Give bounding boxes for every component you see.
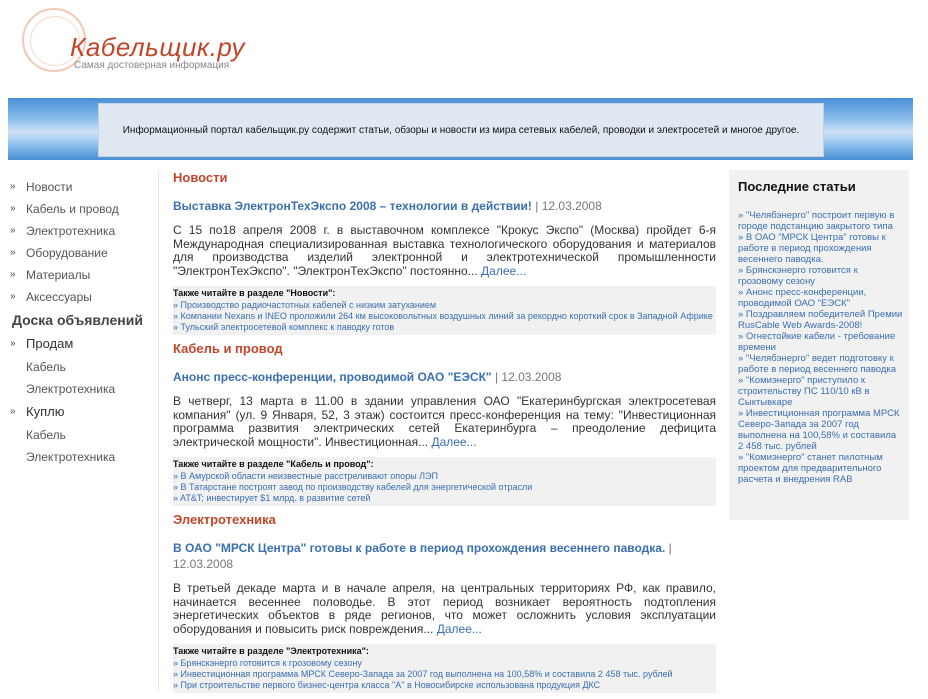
nav-item-accessories[interactable]: » Аксессуары: [10, 286, 158, 308]
more-link[interactable]: Далее...: [436, 621, 482, 636]
nav-item-materials[interactable]: » Материалы: [10, 264, 158, 286]
double-chevron-icon: »: [10, 338, 16, 349]
more-link[interactable]: Далее...: [481, 263, 527, 278]
article-body: В третьей декаде марта и в начале апреля, на центральных территориях РФ, как правило, начинается весеннее половодье. В этот период возникает вероятность подтопления энергетических объектов в ряде регионов, что может осложнить условия эксплуатации оборудования и повысить риск повреждения... Далее...: [173, 581, 716, 636]
related-link[interactable]: » AT&T; инвестирует $1 млрд. в развитие сетей: [173, 493, 371, 503]
related-box: [173, 644, 716, 693]
left-nav: [10, 176, 158, 468]
more-link[interactable]: Далее...: [431, 434, 477, 449]
section-title-news[interactable]: Новости: [173, 170, 228, 185]
nav-sub-sell-cable[interactable]: Кабель: [26, 360, 66, 374]
nav-sub-sell-electro[interactable]: Электротехника: [26, 382, 116, 396]
article-body: В четверг, 13 марта в 11.00 в здании управления ОАО "Екатеринбургская электросетевая компания" (ул. 9 Января, 52, 3 этаж) состоится пресс-конференция на тему: "Инвестиционная программа развития электрических сетей Екатеринбурга – преодоление дефицита электрической мощности". Инвестиционная... Далее...: [173, 394, 716, 449]
double-chevron-icon: »: [10, 406, 16, 417]
latest-article-link[interactable]: » Инвестиционная программа МРСК Северо-Запада за 2007 год выполнена на 100,58% и составила 2 458 тыс. рублей: [738, 408, 900, 452]
latest-article-link[interactable]: » Брянскэнерго готовится к грозовому сезону: [738, 265, 858, 287]
site-header: [0, 0, 928, 98]
article-date: | 12.03.2008: [531, 199, 602, 213]
double-chevron-icon: »: [10, 203, 16, 214]
article-date: | 12.03.2008: [491, 370, 562, 384]
related-link[interactable]: » Компании Nexans и INEO проложили 264 км высоковольтных воздушных линий за рекордно короткий срок в Западной Африке: [173, 311, 713, 321]
related-box: [173, 286, 716, 335]
double-chevron-icon: »: [10, 181, 16, 192]
nav-item-news[interactable]: » Новости: [10, 176, 158, 198]
related-link[interactable]: » Брянскэнерго готовится к грозовому сезону: [173, 658, 362, 668]
article-title: [173, 198, 716, 214]
logo-title[interactable]: Кабельщик.ру: [70, 32, 246, 62]
nav-heading-board: Доска объявлений: [12, 312, 143, 328]
article-link[interactable]: Выставка ЭлектронТехЭкспо 2008 – технологии в действии!: [173, 199, 532, 213]
article-link[interactable]: В ОАО "МРСК Центра" готовы к работе в период прохождения весеннего паводка.: [173, 541, 666, 555]
double-chevron-icon: »: [10, 247, 16, 258]
nav-item-buy[interactable]: » Куплю: [10, 400, 158, 424]
related-link[interactable]: » Тульский электросетевой комплекс к паводку готов: [173, 322, 395, 332]
double-chevron-icon: »: [10, 225, 16, 236]
latest-article-link[interactable]: » "Челябэнерго" построит первую в городе подстанцию закрытого типа: [738, 210, 895, 232]
related-link[interactable]: » Инвестиционная программа МРСК Северо-Запада за 2007 год выполнена на 100,58% и составила 2 458 тыс. рублей: [173, 669, 673, 679]
main-content: [173, 166, 716, 699]
latest-article-link[interactable]: » "Челябэнерго" ведет подготовку к работе в период весеннего паводка: [738, 353, 897, 375]
section-title-electro[interactable]: Электротехника: [173, 512, 276, 527]
section-title-cable[interactable]: Кабель и провод: [173, 341, 283, 356]
nav-item-cable[interactable]: » Кабель и провод: [10, 198, 158, 220]
latest-article-link[interactable]: » "Комиэнерго" станет пилотным проектом для предварительного расчета и внедрения RAB: [738, 452, 883, 485]
article-title: [173, 540, 716, 572]
double-chevron-icon: »: [10, 291, 16, 302]
article-body: С 15 по18 апреля 2008 г. в выставочном комплексе "Крокус Экспо" (Москва) пройдет 6-я Международная специализированная выставка технологического оборудования и материалов для производства изделий электронной и электротехнической промышленности "ЭлектронТехЭкспо". "ЭлектронТехЭкспо" постоянно... Далее...: [173, 223, 716, 278]
nav-sub-buy-electro[interactable]: Электротехника: [26, 450, 116, 464]
related-heading: Также читайте в разделе "Электротехника":: [173, 646, 369, 656]
related-box: [173, 457, 716, 506]
banner-text: Информационный портал кабельщик.ру содержит статьи, обзоры и новости из мира сетевых кабелей, проводки и электросетей и многое другое.: [98, 103, 824, 157]
latest-article-link[interactable]: » Анонс пресс-конференции, проводимой ОАО "ЕЭСК": [738, 287, 867, 309]
article-title: [173, 369, 716, 385]
nav-sub-buy-cable[interactable]: Кабель: [26, 428, 66, 442]
latest-article-link[interactable]: » Огнестойкие кабели - требование времени: [738, 331, 896, 353]
related-link[interactable]: » В Амурской области неизвестные расстреливают опоры ЛЭП: [173, 471, 439, 481]
latest-article-link[interactable]: » "Комиэнерго" приступило к строительству ПС 110/10 кВ в Сыктывкаре: [738, 375, 870, 408]
nav-item-electro[interactable]: » Электротехника: [10, 220, 158, 242]
related-link[interactable]: » В Татарстане построят завод по производству кабелей для энергетической отрасли: [173, 482, 533, 492]
latest-article-link[interactable]: » В ОАО "МРСК Центра" готовы к работе в период прохождения весеннего паводка.: [738, 232, 886, 265]
latest-articles-title: Последние статьи: [738, 179, 856, 194]
banner: [8, 98, 913, 160]
nav-item-sell[interactable]: » Продам: [10, 332, 158, 356]
nav-item-equipment[interactable]: » Оборудование: [10, 242, 158, 264]
logo-subtitle: Самая достоверная информация: [74, 60, 230, 71]
latest-article-link[interactable]: » Поздравляем победителей Премии RusCable Web Awards-2008!: [738, 309, 903, 331]
related-link[interactable]: » Производство радиочастотных кабелей с низким затуханием: [173, 300, 437, 310]
related-heading: Также читайте в разделе "Кабель и провод":: [173, 459, 374, 469]
double-chevron-icon: »: [10, 269, 16, 280]
article-date: | 12.03.2008: [173, 541, 672, 571]
article-link[interactable]: Анонс пресс-конференции, проводимой ОАО "ЕЭСК": [173, 370, 492, 384]
related-link[interactable]: » При строительстве первого бизнес-центра класса "А" в Новосибирске использована продукция ДКС: [173, 680, 601, 690]
nav-divider: [158, 170, 159, 691]
latest-articles-panel: [729, 170, 909, 520]
related-heading: Также читайте в разделе "Новости":: [173, 288, 336, 298]
